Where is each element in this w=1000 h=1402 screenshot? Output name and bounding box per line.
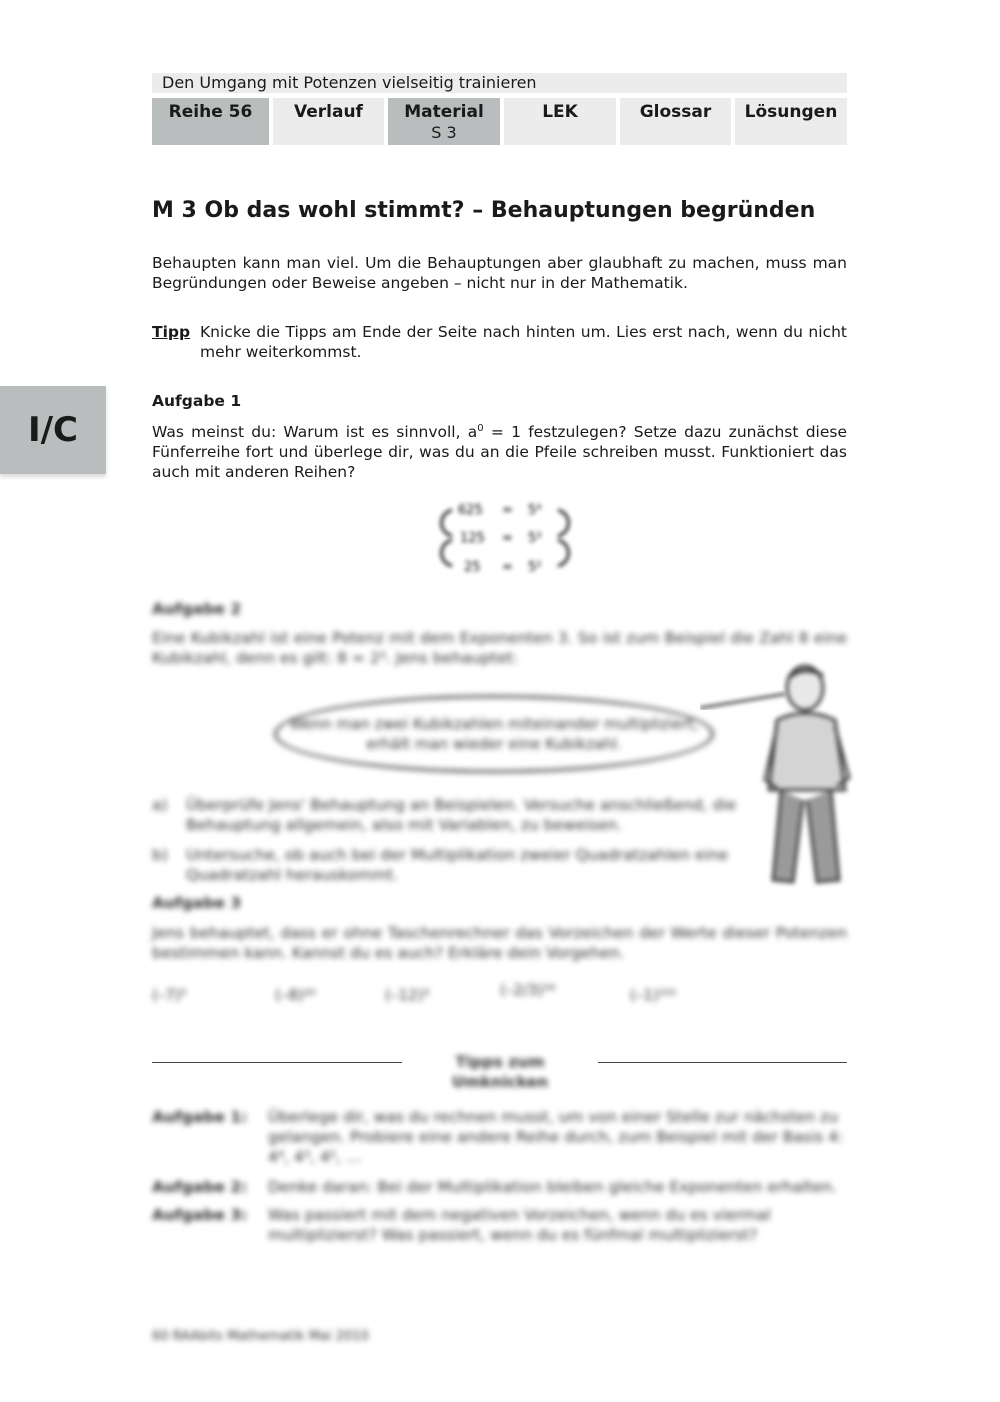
footer-text: 60 RAAbits Mathematik Mai 2010 — [152, 1329, 369, 1344]
tab-sublabel: S 3 — [431, 123, 457, 142]
task2-item-b-label: b) — [152, 846, 168, 864]
task3-heading: Aufgabe 3 — [152, 894, 242, 912]
fold-line-right — [598, 1062, 847, 1063]
task2-text: Eine Kubikzahl ist eine Potenz mit dem Exponenten 3. So ist zum Beispiel die Zahl 8 eine Kubikzahl, denn es gilt: 8 = 2³. Jens behauptet: — [152, 629, 847, 667]
hint-text: Überlege dir, was du rechnen musst, um von einer Stelle zur nächsten zu gelangen. Probiere eine andere Reihe durch, zum Beispiel mit der Basis 4: 4⁴, 4³, 4², … — [268, 1108, 844, 1166]
tab-label: Glossar — [639, 102, 712, 122]
tips-section-label: Tipps zum Umknicken — [451, 1053, 549, 1091]
side-tab: I/C — [0, 386, 106, 474]
speech-text: Wenn man zwei Kubikzahlen miteinander multipliziert, erhält man wieder eine Kubikzahl. — [289, 715, 699, 753]
tab-lek[interactable] — [504, 98, 616, 145]
series-power-2: 5² — [528, 560, 542, 575]
tab-verlauf[interactable] — [273, 98, 384, 145]
page-title: M 3 Ob das wohl stimmt? – Behauptungen begründen — [152, 198, 816, 223]
tab-loesungen[interactable] — [735, 98, 847, 145]
task2-item-b-text: Untersuche, ob auch bei der Multiplikation zweier Quadratzahlen eine Quadratzahl herauskommt. — [186, 846, 729, 884]
task3-text: Jens behauptet, dass er ohne Taschenrechner das Vorzeichen der Werte dieser Potenzen bestimmen kann. Kannst du es auch? Erkläre dein Vorgehen. — [152, 924, 847, 962]
tipp-label: Tipp — [152, 323, 191, 341]
series-power-1: 5³ — [528, 531, 542, 546]
series-eq-0: = — [502, 503, 513, 518]
task1-text-sup: 0 — [477, 423, 484, 434]
boy-illustration — [755, 660, 855, 890]
tab-label: Verlauf — [294, 102, 363, 122]
expression: (–8)²⁰ — [275, 986, 316, 1004]
series-power-0: 5⁴ — [528, 503, 542, 518]
expression: (–7)⁵ — [152, 986, 187, 1004]
task1-text-post: = 1 festzulegen? Setze dazu zunächst diese Fünferreihe fort und überlege dir, was du an die Pfeile schreiben musst. Funktioniert das auch mit anderen Reihen? — [152, 423, 847, 482]
hint-text: Was passiert mit dem negativen Vorzeichen, wenn du es viermal multiplizierst? Was passiert, wenn du es fünfmal multiplizierst? — [268, 1206, 771, 1244]
tab-label: LEK — [542, 102, 578, 122]
tab-reihe[interactable] — [152, 98, 269, 145]
series-value-1: 125 — [460, 531, 485, 546]
tab-material[interactable] — [388, 98, 500, 145]
hint-label: Aufgabe 1: — [152, 1108, 248, 1126]
task1-text-pre: Was meinst du: Warum ist es sinnvoll, a — [152, 423, 478, 442]
task2-heading: Aufgabe 2 — [152, 600, 242, 618]
task2-item-a-text: Überprüfe Jens' Behauptung an Beispielen. Versuche anschließend, die Behauptung allgemein, also mit Variablen, zu beweisen. — [186, 796, 737, 834]
tab-label: Lösungen — [744, 102, 838, 122]
tab-glossar[interactable] — [620, 98, 731, 145]
hint-label: Aufgabe 3: — [152, 1206, 248, 1224]
speech-bubble — [274, 695, 714, 773]
tab-label: Material — [404, 102, 484, 122]
task2-item-a-label: a) — [152, 796, 168, 814]
series-eq-1: = — [502, 531, 513, 546]
task1-heading: Aufgabe 1 — [152, 392, 242, 410]
series-eq-2: = — [502, 560, 513, 575]
hint-label: Aufgabe 2: — [152, 1178, 248, 1196]
fold-line-left — [152, 1062, 402, 1063]
tipp-text: Knicke die Tipps am Ende der Seite nach hinten um. Lies erst nach, wenn du nicht mehr weiterkommst. — [200, 323, 847, 361]
series-value-2: 25 — [464, 560, 481, 575]
series-title: Den Umgang mit Potenzen vielseitig trainieren — [152, 73, 847, 93]
series-value-0: 625 — [458, 503, 483, 518]
hint-text: Denke daran: Bei der Multiplikation bleiben gleiche Exponenten erhalten. — [268, 1178, 837, 1196]
expression: (–1)¹⁰¹ — [630, 986, 677, 1004]
expression: (–2/3)¹⁶ — [500, 981, 556, 999]
power-series-diagram — [430, 492, 580, 582]
expression: (–12)³ — [385, 986, 430, 1004]
task1-text — [152, 419, 847, 482]
tab-label: Reihe 56 — [168, 102, 253, 122]
intro-text: Behaupten kann man viel. Um die Behauptungen aber glaubhaft zu machen, muss man Begründungen oder Beweise angeben – nicht nur in der Mathematik. — [152, 254, 847, 292]
